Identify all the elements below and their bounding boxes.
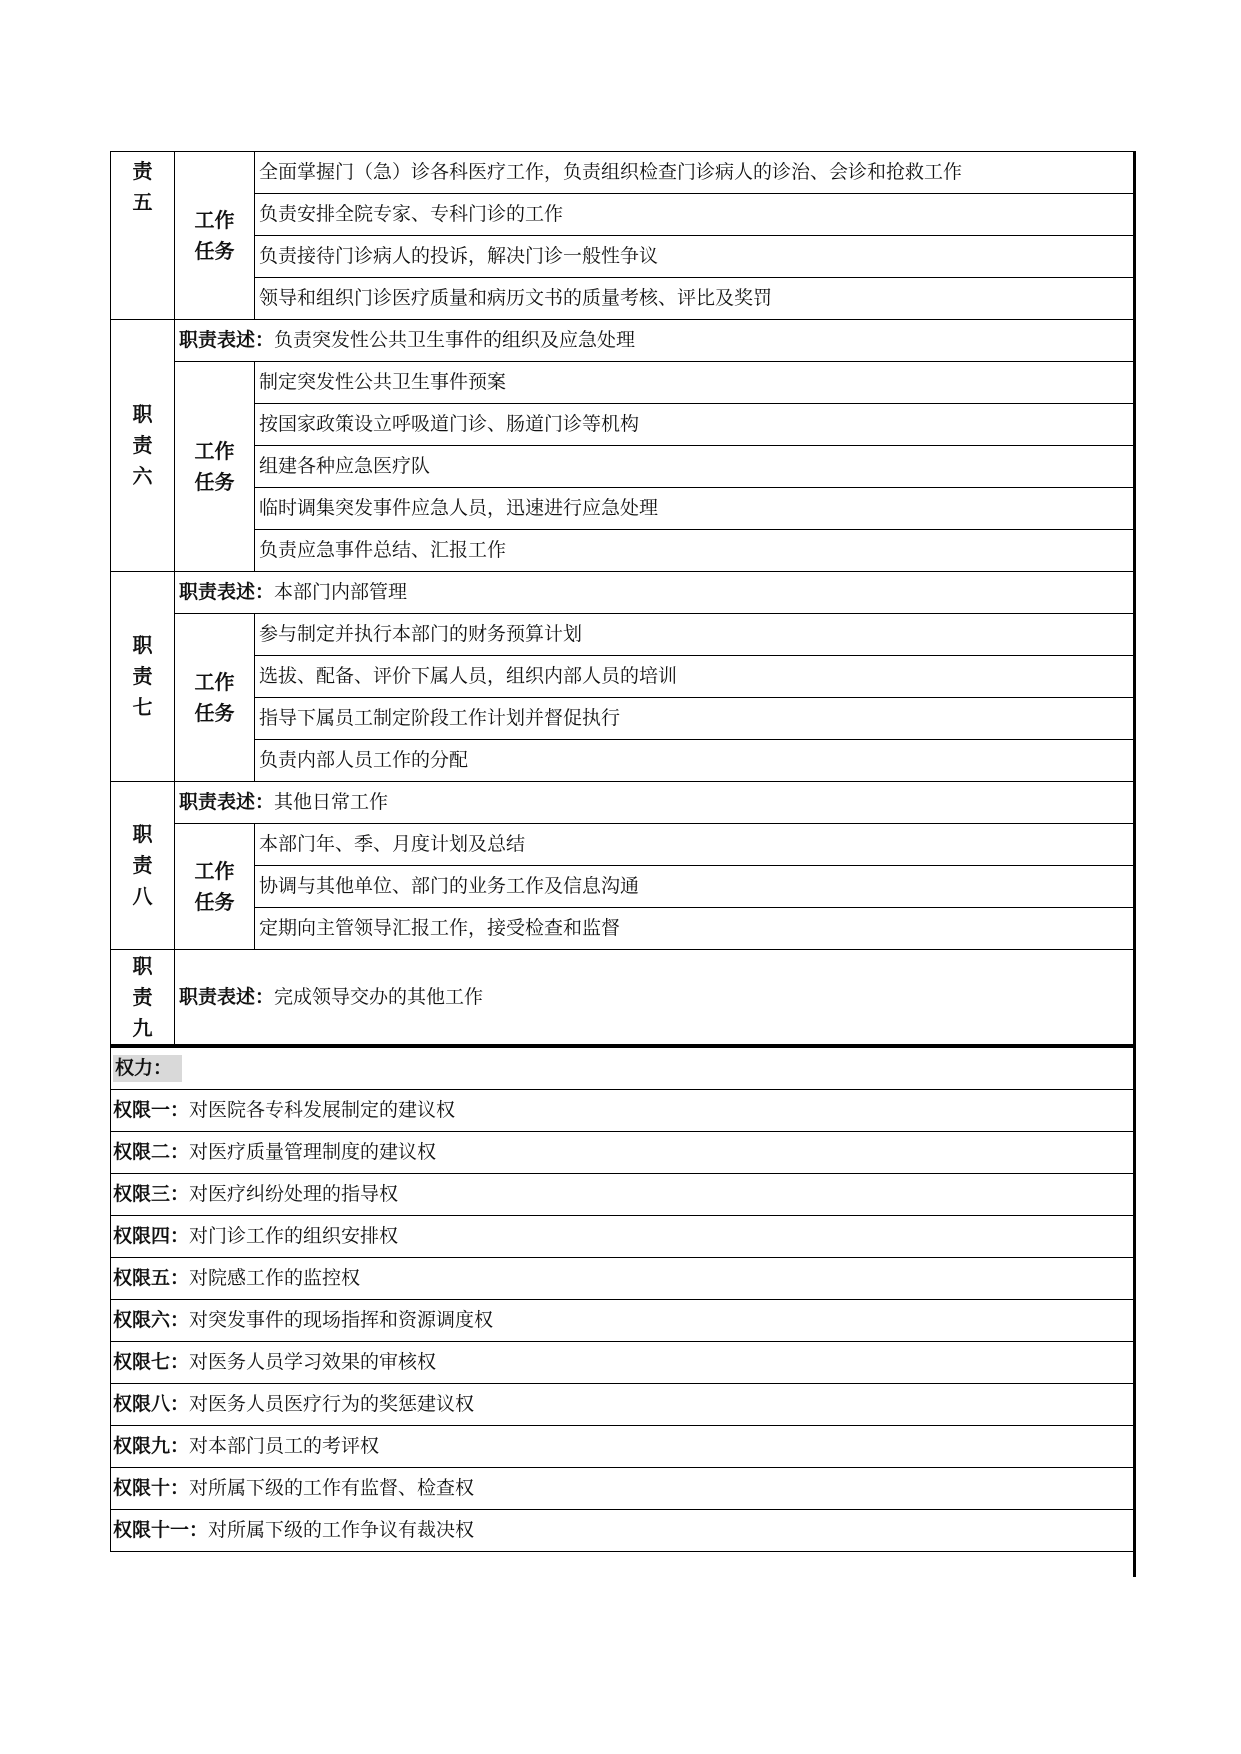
duty-8-task-row [111, 824, 1135, 866]
duty-8-task-row [111, 908, 1135, 950]
duty-9-description: 职责表述：完成领导交办的其他工作 [175, 950, 1135, 1045]
power-heading-row [111, 1047, 1135, 1090]
duty-7-task-row [111, 698, 1135, 740]
duty-7-task-label: 工作 任务 [175, 614, 255, 782]
authority-2: 权限二：对医疗质量管理制度的建议权 [111, 1132, 1135, 1174]
authority-11: 权限十一：对所属下级的工作争议有裁决权 [111, 1510, 1135, 1552]
duty-6-task-1: 制定突发性公共卫生事件预案 [255, 362, 1135, 404]
authority-row [111, 1174, 1135, 1216]
duty-6-task-5: 负责应急事件总结、汇报工作 [255, 530, 1135, 572]
duty-7-task-1: 参与制定并执行本部门的财务预算计划 [255, 614, 1135, 656]
authority-9: 权限九：对本部门员工的考评权 [111, 1426, 1135, 1468]
authority-row [111, 1090, 1135, 1132]
duty-8-side-label: 职 责 八 [111, 782, 175, 950]
authority-row [111, 1384, 1135, 1426]
duty-7-task-row [111, 614, 1135, 656]
duties-table [110, 151, 1135, 1045]
duty-5-task-label: 工作 任务 [175, 152, 255, 320]
duty-8-desc-row [111, 782, 1135, 824]
authority-row [111, 1468, 1135, 1510]
duty-5-task-4: 领导和组织门诊医疗质量和病历文书的质量考核、评比及奖罚 [255, 278, 1135, 320]
duty-7-desc-row [111, 572, 1135, 614]
duty-5-task-row [111, 236, 1135, 278]
duty-7-task-3: 指导下属员工制定阶段工作计划并督促执行 [255, 698, 1135, 740]
duty-6-description: 职责表述：负责突发性公共卫生事件的组织及应急处理 [175, 320, 1135, 362]
duty-5-task-2: 负责安排全院专家、专科门诊的工作 [255, 194, 1135, 236]
duty-6-task-3: 组建各种应急医疗队 [255, 446, 1135, 488]
duty-6-task-2: 按国家政策设立呼吸道门诊、肠道门诊等机构 [255, 404, 1135, 446]
authority-row [111, 1342, 1135, 1384]
duty-5-task-row [111, 278, 1135, 320]
authority-7: 权限七：对医务人员学习效果的审核权 [111, 1342, 1135, 1384]
duty-7-description: 职责表述：本部门内部管理 [175, 572, 1135, 614]
authority-6: 权限六：对突发事件的现场指挥和资源调度权 [111, 1300, 1135, 1342]
power-heading: 权力： [111, 1047, 1135, 1090]
duty-7-task-row [111, 656, 1135, 698]
duty-9-row [111, 950, 1135, 1045]
authority-row [111, 1216, 1135, 1258]
duty-6-desc-row [111, 320, 1135, 362]
duty-6-task-row [111, 530, 1135, 572]
duty-6-task-row [111, 488, 1135, 530]
duty-6-side-label: 职 责 六 [111, 320, 175, 572]
duty-7-task-row [111, 740, 1135, 782]
duty-7-task-2: 选拔、配备、评价下属人员，组织内部人员的培训 [255, 656, 1135, 698]
duty-8-task-2: 协调与其他单位、部门的业务工作及信息沟通 [255, 866, 1135, 908]
authority-3: 权限三：对医疗纠纷处理的指导权 [111, 1174, 1135, 1216]
authority-row [111, 1132, 1135, 1174]
duty-7-side-label: 职 责 七 [111, 572, 175, 782]
duty-6-task-4: 临时调集突发事件应急人员，迅速进行应急处理 [255, 488, 1135, 530]
duties-table-wrapper [110, 151, 1135, 1552]
duty-8-task-label: 工作 任务 [175, 824, 255, 950]
duty-6-task-row [111, 362, 1135, 404]
authority-row [111, 1510, 1135, 1552]
authority-row [111, 1258, 1135, 1300]
authority-8: 权限八：对医务人员医疗行为的奖惩建议权 [111, 1384, 1135, 1426]
duty-7-task-4: 负责内部人员工作的分配 [255, 740, 1135, 782]
duty-8-task-1: 本部门年、季、月度计划及总结 [255, 824, 1135, 866]
duty-5-task-row [111, 194, 1135, 236]
authority-4: 权限四：对门诊工作的组织安排权 [111, 1216, 1135, 1258]
authority-10: 权限十：对所属下级的工作有监督、检查权 [111, 1468, 1135, 1510]
table-right-border [1133, 151, 1136, 1577]
duty-6-task-row [111, 446, 1135, 488]
duty-5-task-1: 全面掌握门（急）诊各科医疗工作，负责组织检查门诊病人的诊治、会诊和抢救工作 [255, 152, 1135, 194]
authority-row [111, 1300, 1135, 1342]
authority-table [110, 1045, 1135, 1552]
duty-5-side-label: 责 五 [111, 152, 175, 320]
duty-8-description: 职责表述：其他日常工作 [175, 782, 1135, 824]
duty-5-task-3: 负责接待门诊病人的投诉，解决门诊一般性争议 [255, 236, 1135, 278]
duty-5-task-row [111, 152, 1135, 194]
authority-1: 权限一：对医院各专科发展制定的建议权 [111, 1090, 1135, 1132]
duty-9-side-label: 职 责 九 [111, 950, 175, 1045]
authority-row [111, 1426, 1135, 1468]
duty-8-task-row [111, 866, 1135, 908]
duty-6-task-row [111, 404, 1135, 446]
duty-6-task-label: 工作 任务 [175, 362, 255, 572]
duty-8-task-3: 定期向主管领导汇报工作，接受检查和监督 [255, 908, 1135, 950]
authority-5: 权限五：对院感工作的监控权 [111, 1258, 1135, 1300]
